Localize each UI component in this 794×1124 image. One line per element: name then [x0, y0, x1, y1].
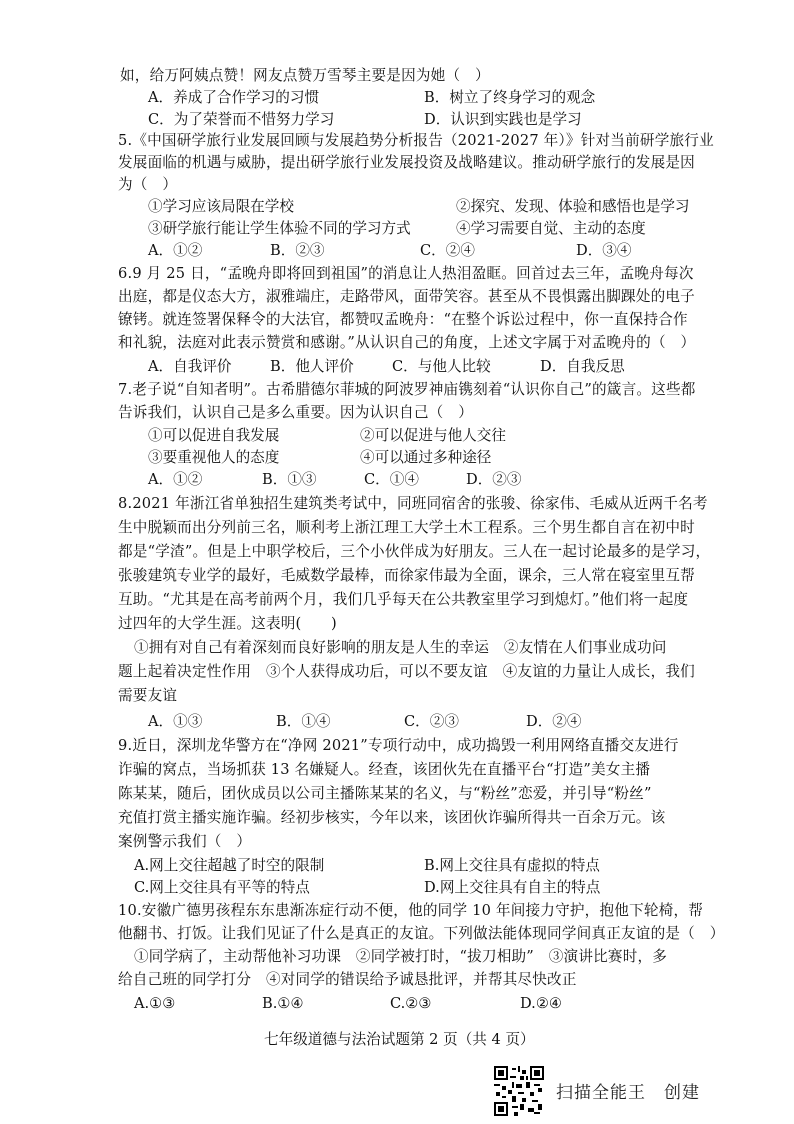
q7-statement-4: ④可以通过多种途径: [360, 449, 492, 466]
q9-option-d: D.网上交往具有自主的特点: [424, 879, 601, 896]
q9-option-c: C.网上交往具有平等的特点: [134, 879, 310, 896]
q4-option-a: A．养成了合作学习的习惯: [148, 89, 320, 106]
q8-line-4: 张骏建筑专业学的最好，毛威数学最棒，而徐家伟最为全面，课余，三人常在寝室里互帮: [118, 567, 695, 584]
q8-option-b: B．①④: [276, 713, 331, 730]
q7-statement-2: ②可以促进与他人交往: [360, 427, 506, 444]
q5-option-c: C．②④: [420, 242, 475, 259]
q10-line-2: 他翻书、打饭。让我们见证了什么是真正的友谊。下列做法能体现同学间真正友谊的是（ ）: [118, 925, 725, 942]
q8-line-1: 8.2021 年浙江省单独招生建筑类考试中，同班同宿舍的张骏、徐家伟、毛威从近两千名考: [118, 495, 708, 512]
q9-option-a: A.网上交往超越了时空的限制: [134, 857, 325, 874]
q7-line-2: 告诉我们，认识自己是多么重要。因为认识自己（ ）: [118, 404, 474, 421]
q10-statements-2: 给自己班的同学打分 ④对同学的错误给予诚恳批评，并帮其尽快改正: [118, 971, 577, 988]
q7-statement-1: ①可以促进自我发展: [148, 427, 280, 444]
q5-line-2: 发展面临的机遇与威胁，提出研学旅行业发展投资及战略建议。推动研学旅行的发展是因: [118, 154, 695, 171]
q5-option-b: B．②③: [270, 242, 325, 259]
q6-option-d: D．自我反思: [540, 358, 625, 375]
q9-line-4: 充值打赏主播实施诈骗。经初步核实，今年以来，该团伙诈骗所得共一百余万元。该: [118, 809, 666, 826]
q10-statements-1: ①同学病了，主动帮他补习功课 ②同学被打时，“拔刀相助” ③演讲比赛时，多: [134, 948, 668, 965]
q10-option-b: B.①④: [262, 995, 304, 1012]
q9-line-2: 诈骗的窝点，当场抓获 13 名嫌疑人。经查，该团伙先在直播平台“打造”美女主播: [118, 761, 651, 778]
q7-option-d: D．②③: [466, 471, 522, 488]
q4-option-c: C．为了荣誉而不惜努力学习: [148, 111, 335, 128]
q6-line-4: 和礼貌，法庭对此表示赞赏和感谢。”从认识自己的角度，上述文字属于对孟晚舟的（ ）: [118, 334, 696, 351]
q10-option-a: A.①③: [134, 995, 176, 1012]
q8-line-5: 互助。“尤其是在高考前两个月，我们几乎每天在公共教室里学习到熄灯。”他们将一起度: [118, 591, 689, 608]
scanner-watermark: 扫描全能王 创建: [556, 1083, 700, 1103]
page-footer: 七年级道德与法治试题第 2 页（共 4 页）: [264, 1031, 535, 1048]
q5-statement-1: ①学习应该局限在学校: [148, 198, 294, 215]
q10-option-c: C.②③: [390, 995, 432, 1012]
q6-line-3: 镣铐。就连签署保释令的大法官，都赞叹孟晚舟：“在整个诉讼过程中，你一直保持合作: [118, 311, 688, 328]
qr-code-icon: [494, 1066, 544, 1116]
q8-option-d: D．②④: [526, 713, 582, 730]
q5-statement-2: ②探究、发现、体验和感悟也是学习: [456, 198, 690, 215]
q10-option-d: D.②④: [520, 995, 562, 1012]
q6-option-b: B．他人评价: [270, 358, 354, 375]
q6-option-c: C．与他人比较: [392, 358, 491, 375]
q5-line-3: 为（ ）: [118, 176, 178, 193]
q8-option-c: C．②③: [404, 713, 459, 730]
q5-statement-4: ④学习需要自觉、主动的态度: [456, 220, 646, 237]
q8-statements-1: ①拥有对自己有着深刻而良好影响的朋友是人生的幸运 ②友情在人们事业成功问: [134, 639, 667, 656]
q8-line-6: 过四年的大学生涯。这表明( ): [118, 615, 337, 632]
q8-line-2: 生中脱颖而出分列前三名，顺利考上浙江理工大学土木工程系。三个男生都自言在初中时: [118, 519, 695, 536]
q4-option-d: D．认识到实践也是学习: [424, 111, 582, 128]
q9-option-b: B.网上交往具有虚拟的特点: [424, 857, 600, 874]
q8-option-a: A．①③: [148, 713, 203, 730]
q5-statement-3: ③研学旅行能让学生体验不同的学习方式: [148, 220, 411, 237]
q6-line-2: 出庭，都是仪态大方，淑雅端庄，走路带风，面带笑容。甚至从不畏惧露出脚踝处的电子: [118, 288, 695, 305]
q5-option-a: A．①②: [148, 242, 203, 259]
q4-stem: 如，给万阿姨点赞！网友点赞万雪琴主要是因为她（ ）: [120, 67, 490, 84]
q7-option-b: B．①③: [262, 471, 317, 488]
q7-line-1: 7.老子说“自知者明”。古希腊德尔菲城的阿波罗神庙镌刻着“认识你自己”的箴言。这些都: [118, 381, 696, 398]
q7-statement-3: ③要重视他人的态度: [148, 449, 280, 466]
q7-option-a: A．①②: [148, 471, 203, 488]
q6-option-a: A．自我评价: [148, 358, 232, 375]
q4-option-b: B．树立了终身学习的观念: [424, 89, 596, 106]
q9-line-3: 陈某某，随后，团伙成员以公司主播陈某某的名义，与“粉丝”恋爱，并引导“粉丝”: [118, 785, 652, 802]
q8-line-3: 都是“学渣”。但是上中职学校后，三个小伙伴成为好朋友。三人在一起讨论最多的是学习，: [118, 543, 711, 560]
q9-line-5: 案例警示我们（ ）: [118, 833, 252, 850]
q6-line-1: 6.9 月 25 日，“孟晚舟即将回到祖国”的消息让人热泪盈眶。回首过去三年，孟晚舟每次: [118, 265, 694, 282]
q5-line-1: 5.《中国研学旅行业发展回顾与发展趋势分析报告（2021-2027 年）》针对当前研学旅行业: [118, 132, 714, 149]
q5-option-d: D．③④: [576, 242, 632, 259]
q7-option-c: C．①④: [364, 471, 419, 488]
q10-line-1: 10.安徽广德男孩程东东患渐冻症行动不便，他的同学 10 年间接力守护，抱他下轮椅，帮: [118, 902, 704, 919]
q8-statements-2: 题上起着决定性作用 ③个人获得成功后，可以不要友谊 ④友谊的力量让人成长，我们: [118, 663, 695, 680]
q9-line-1: 9.近日，深圳龙华警方在“净网 2021”专项行动中，成功捣毁一利用网络直播交友进行: [118, 737, 679, 754]
q8-statements-3: 需要友谊: [118, 687, 178, 704]
